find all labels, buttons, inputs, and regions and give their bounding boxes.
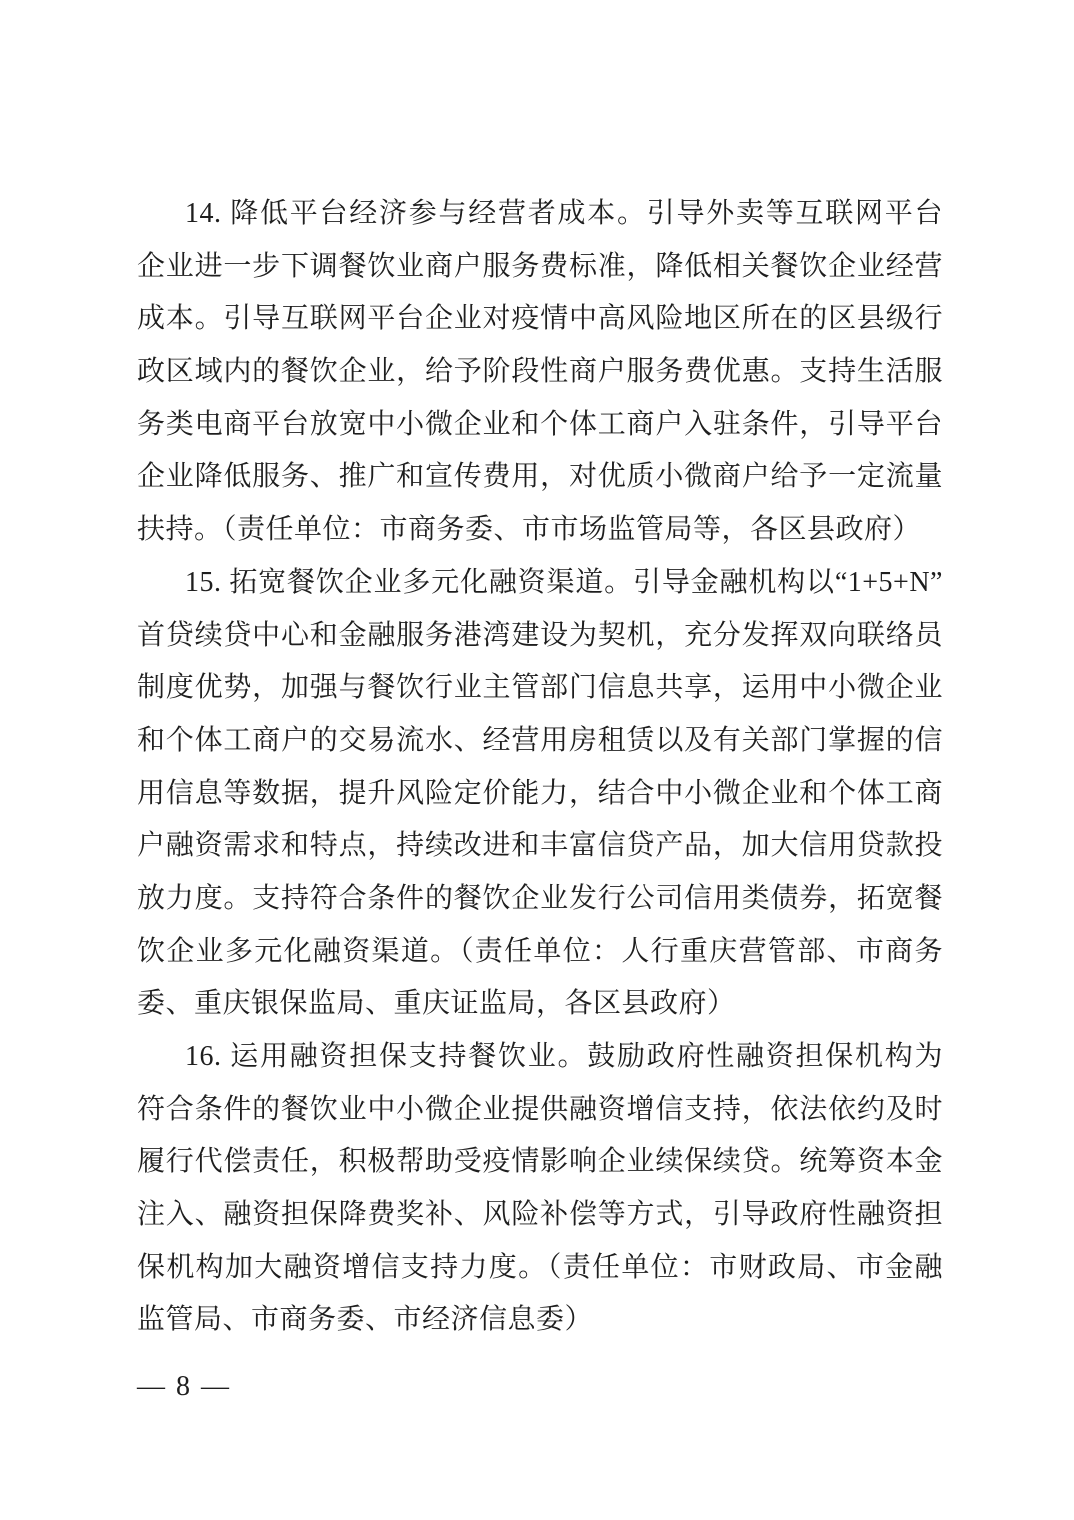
text-line: 监管局、市商务委、市经济信息委） <box>137 1304 594 1336</box>
text-line: 务类电商平台放宽中小微企业和个体工商户入驻条件，引导平台 <box>137 408 943 440</box>
text-line: 注入、融资担保降费奖补、风险补偿等方式，引导政府性融资担 <box>137 1199 943 1231</box>
text-line: 履行代偿责任，积极帮助受疫情影响企业续保续贷。统筹资本金 <box>137 1146 943 1178</box>
text-line: 保机构加大融资增信支持力度。（责任单位：市财政局、市金融 <box>137 1251 943 1283</box>
document-text <box>137 188 943 1347</box>
text-line: 政区域内的餐饮企业，给予阶段性商户服务费优惠。支持生活服 <box>137 356 943 388</box>
text-line: 16. 运用融资担保支持餐饮业。鼓励政府性融资担保机构为 <box>185 1041 943 1072</box>
page-number: — 8 — <box>137 1371 231 1402</box>
text-line: 首贷续贷中心和金融服务港湾建设为契机，充分发挥双向联络员 <box>137 619 943 651</box>
text-line: 放力度。支持符合条件的餐饮企业发行公司信用类债券，拓宽餐 <box>137 882 943 914</box>
text-line: 用信息等数据，提升风险定价能力，结合中小微企业和个体工商 <box>137 777 943 809</box>
paragraph-item-15 <box>137 557 943 1031</box>
text-line: 饮企业多元化融资渠道。（责任单位：人行重庆营管部、市商务 <box>137 935 943 967</box>
text-line: 14. 降低平台经济参与经营者成本。引导外卖等互联网平台 <box>185 198 943 229</box>
paragraph-item-16 <box>137 1031 943 1347</box>
text-line: 企业进一步下调餐饮业商户服务费标准，降低相关餐饮企业经营 <box>137 250 943 282</box>
text-line: 和个体工商户的交易流水、经营用房租赁以及有关部门掌握的信 <box>137 724 943 756</box>
text-line: 企业降低服务、推广和宣传费用，对优质小微商户给予一定流量 <box>137 461 943 493</box>
text-line: 扶持。（责任单位：市商务委、市市场监管局等，各区县政府） <box>137 514 922 546</box>
text-line: 成本。引导互联网平台企业对疫情中高风险地区所在的区县级行 <box>137 303 943 335</box>
text-line: 户融资需求和特点，持续改进和丰富信贷产品，加大信用贷款投 <box>137 830 943 862</box>
text-line: 制度优势，加强与餐饮行业主管部门信息共享，运用中小微企业 <box>137 672 943 704</box>
text-line: 15. 拓宽餐饮企业多元化融资渠道。引导金融机构以“1+5+N” <box>185 566 943 598</box>
text-line: 委、重庆银保监局、重庆证监局，各区县政府） <box>137 988 736 1020</box>
text-line: 符合条件的餐饮业中小微企业提供融资增信支持，依法依约及时 <box>137 1093 943 1125</box>
paragraph-item-14 <box>137 188 943 557</box>
